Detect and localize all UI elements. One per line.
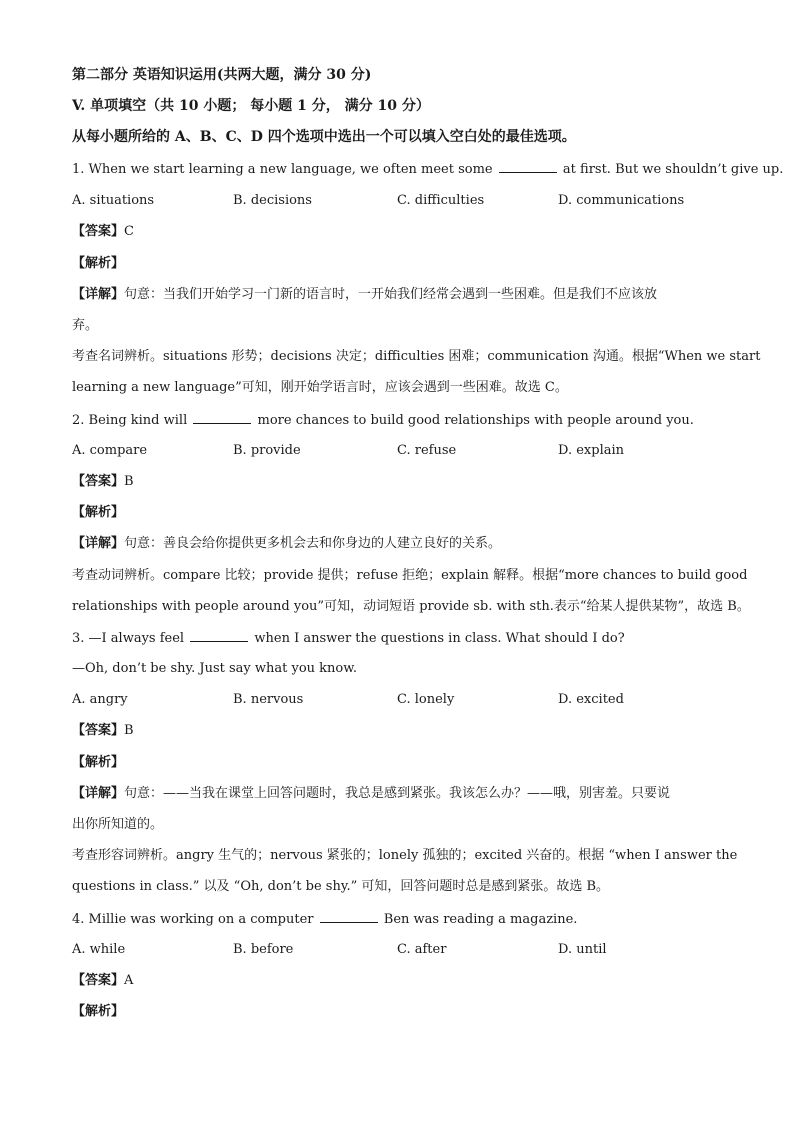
- question-1-option-d: D. communications: [558, 193, 685, 208]
- question-3-stem-after: when I answer the questions in class. What should I do?: [254, 631, 625, 646]
- answer-label: 【答案】: [72, 723, 125, 738]
- question-2-answer-value: B: [124, 474, 134, 489]
- question-4-option-d: D. until: [558, 942, 607, 957]
- question-1-detail-2: 弃。: [72, 318, 99, 333]
- question-4-analysis-label: 【解析】: [72, 1004, 125, 1019]
- question-3-explain-2: questions in class.” 以及 “Oh, don’t be shy.” 可知，回答问题时总是感到紧张。故选 B。: [72, 879, 610, 894]
- question-2-explain-2: relationships with people around you”可知，动词短语 provide sb. with sth.表示“给某人提供某物”，故选 B。: [72, 599, 750, 614]
- question-4-answer-value: A: [124, 973, 134, 988]
- question-2-detail-1: [72, 535, 722, 553]
- question-4-answer: [72, 972, 722, 990]
- question-1-detail-1: [72, 286, 722, 304]
- question-3-detail-1: [72, 785, 722, 803]
- question-2-stem: [72, 411, 722, 430]
- question-3-detail-2: 出你所知道的。: [72, 817, 164, 832]
- question-1-option-a: A. situations: [72, 193, 155, 208]
- question-1-answer: [72, 223, 722, 241]
- part-title: V. 单项填空（共 10 小题； 每小题 1 分， 满分 10 分）: [72, 98, 430, 114]
- question-3-analysis-label: 【解析】: [72, 755, 125, 770]
- question-1-stem: [72, 160, 784, 179]
- question-1-option-b: B. decisions: [233, 193, 312, 208]
- answer-label: 【答案】: [72, 224, 125, 239]
- question-1-stem-before: 1. When we start learning a new language, we often meet some: [72, 162, 493, 177]
- answer-label: 【答案】: [72, 474, 125, 489]
- question-3-stem-before: 3. —I always feel: [72, 631, 185, 646]
- question-4-option-c: C. after: [397, 942, 447, 957]
- question-3-stem-line-2: —Oh, don’t be shy. Just say what you know.: [72, 661, 357, 676]
- question-2-option-c: C. refuse: [397, 443, 457, 458]
- question-3-explain-1: 考查形容词辨析。angry 生气的；nervous 紧张的；lonely 孤独的；excited 兴奋的。根据 “when I answer the: [72, 848, 738, 863]
- question-3-option-d: D. excited: [558, 692, 624, 707]
- question-1-stem-after: at first. But we shouldn’t give up.: [562, 162, 784, 177]
- question-4-stem-before: 4. Millie was working on a computer: [72, 912, 314, 927]
- question-1-answer-value: C: [124, 224, 134, 239]
- question-3-option-a: A. angry: [72, 692, 128, 707]
- question-3-answer-value: B: [124, 723, 134, 738]
- detail-label: 【详解】: [72, 786, 125, 801]
- question-3-stem: [72, 629, 722, 648]
- question-3-detail-text-1: 句意：——当我在课堂上回答问题时，我总是感到紧张。我该怎么办？——哦，别害羞。只要说: [124, 786, 671, 801]
- question-2-option-d: D. explain: [558, 443, 625, 458]
- question-1-option-c: C. difficulties: [397, 193, 485, 208]
- question-2-detail-text-1: 句意：善良会给你提供更多机会去和你身边的人建立良好的关系。: [124, 536, 502, 551]
- instruction: 从每小题所给的 A、B、C、D 四个选项中选出一个可以填入空白处的最佳选项。: [72, 129, 576, 145]
- question-2-option-b: B. provide: [233, 443, 301, 458]
- question-1-explain-2: learning a new language”可知，刚开始学语言时，应该会遇到一些困难。故选 C。: [72, 380, 568, 395]
- question-4-blank: [320, 910, 378, 923]
- question-2-stem-before: 2. Being kind will: [72, 413, 188, 428]
- question-2-stem-after: more chances to build good relationships with people around you.: [257, 413, 694, 428]
- answer-label: 【答案】: [72, 973, 125, 988]
- question-4-stem-after: Ben was reading a magazine.: [383, 912, 578, 927]
- section-title: 第二部分 英语知识运用(共两大题，满分 30 分): [72, 67, 372, 83]
- question-4-stem: [72, 910, 722, 929]
- question-3-option-b: B. nervous: [233, 692, 304, 707]
- question-2-blank: [193, 411, 251, 424]
- detail-label: 【详解】: [72, 536, 125, 551]
- question-3-blank: [190, 629, 248, 642]
- question-1-detail-text-1: 句意：当我们开始学习一门新的语言时，一开始我们经常会遇到一些困难。但是我们不应该放: [124, 287, 658, 302]
- question-2-explain-1: 考查动词辨析。compare 比较；provide 提供；refuse 拒绝；explain 解释。根据“more chances to build good: [72, 568, 748, 583]
- question-2-option-a: A. compare: [72, 443, 148, 458]
- question-4-option-a: A. while: [72, 942, 126, 957]
- question-1-explain-1: 考查名词辨析。situations 形势；decisions 决定；difficulties 困难；communication 沟通。根据“When we start: [72, 349, 761, 364]
- question-2-analysis-label: 【解析】: [72, 505, 125, 520]
- detail-label: 【详解】: [72, 287, 125, 302]
- question-1-analysis-label: 【解析】: [72, 256, 125, 271]
- question-3-option-c: C. lonely: [397, 692, 455, 707]
- question-4-option-b: B. before: [233, 942, 294, 957]
- question-3-answer: [72, 722, 722, 740]
- question-1-blank: [499, 160, 557, 173]
- question-2-answer: [72, 473, 722, 491]
